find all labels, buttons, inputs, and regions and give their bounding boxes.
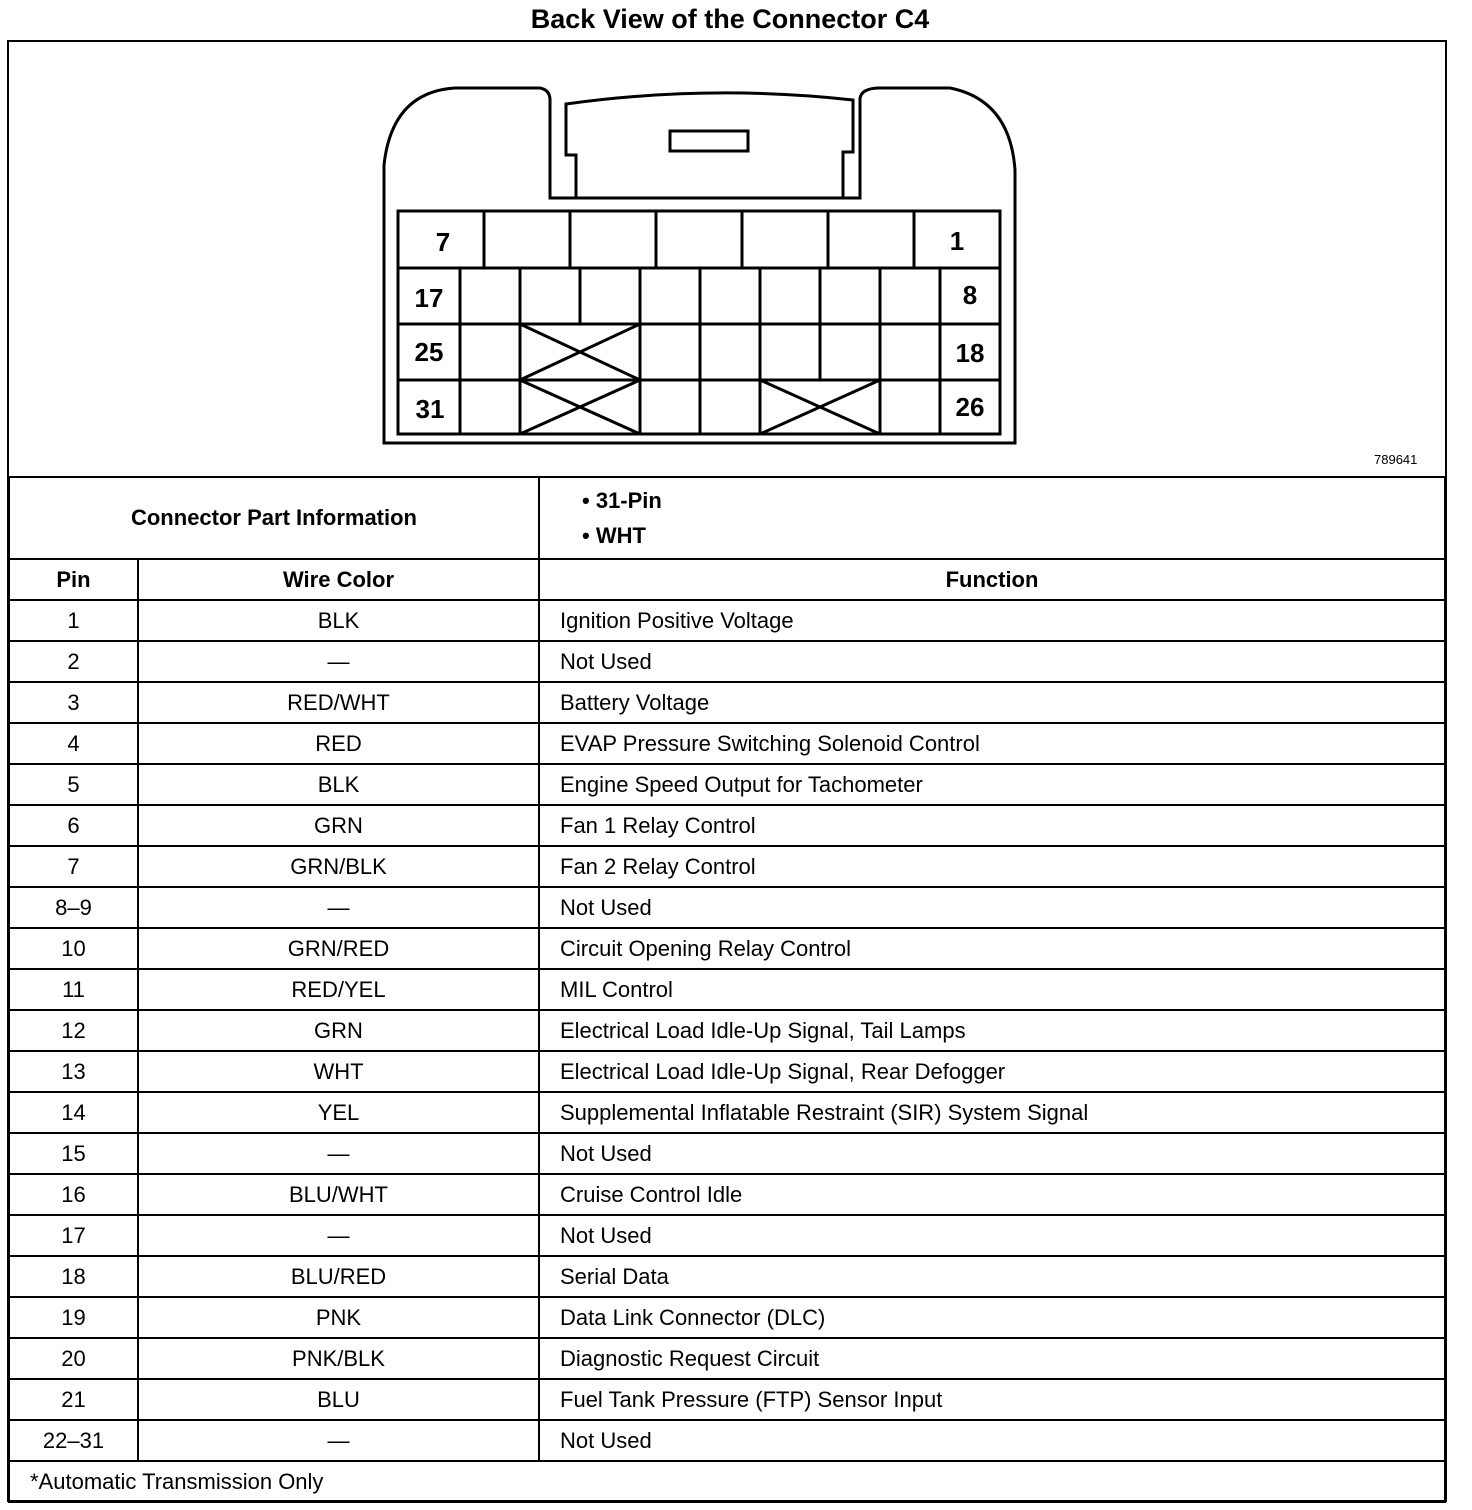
pin-cell: 10	[9, 928, 138, 969]
connector-table	[8, 476, 1446, 1503]
pin-cell: 22–31	[9, 1420, 138, 1461]
function-cell: Engine Speed Output for Tachometer	[539, 764, 1445, 805]
pin-cell: 8–9	[9, 887, 138, 928]
function-cell: Circuit Opening Relay Control	[539, 928, 1445, 969]
table-row	[9, 1010, 1445, 1051]
pin-cell: 7	[9, 846, 138, 887]
column-header-function: Function	[539, 559, 1445, 600]
table-row	[9, 1092, 1445, 1133]
part-info-label: Connector Part Information	[9, 477, 539, 559]
table-row	[9, 1420, 1445, 1461]
wire-color-cell: —	[138, 641, 539, 682]
wire-color-cell: YEL	[138, 1092, 539, 1133]
pin-label: 8	[962, 280, 978, 310]
wire-color-cell: BLU	[138, 1379, 539, 1420]
wire-color-cell: PNK/BLK	[138, 1338, 539, 1379]
table-row	[9, 1133, 1445, 1174]
wire-color-cell: —	[138, 1133, 539, 1174]
function-cell: Electrical Load Idle-Up Signal, Tail Lamps	[539, 1010, 1445, 1051]
pin-cell: 16	[9, 1174, 138, 1215]
wire-color-cell: —	[138, 1215, 539, 1256]
table-row	[9, 1051, 1445, 1092]
pin-cell: 13	[9, 1051, 138, 1092]
table-row	[9, 600, 1445, 641]
pin-cell: 4	[9, 723, 138, 764]
wire-color-cell: RED/WHT	[138, 682, 539, 723]
table-row	[9, 887, 1445, 928]
wire-color-cell: GRN/BLK	[138, 846, 539, 887]
function-cell: Diagnostic Request Circuit	[539, 1338, 1445, 1379]
connector-c4-diagram	[0, 0, 1472, 476]
function-cell: Serial Data	[539, 1256, 1445, 1297]
pin-cell: 5	[9, 764, 138, 805]
column-header-pin: Pin	[9, 559, 138, 600]
table-row	[9, 641, 1445, 682]
column-header-wire-color: Wire Color	[138, 559, 539, 600]
pin-cell: 3	[9, 682, 138, 723]
function-cell: EVAP Pressure Switching Solenoid Control	[539, 723, 1445, 764]
function-cell: Battery Voltage	[539, 682, 1445, 723]
wire-color-cell: GRN/RED	[138, 928, 539, 969]
wire-color-cell: BLK	[138, 764, 539, 805]
function-cell: Not Used	[539, 1215, 1445, 1256]
table-row	[9, 1256, 1445, 1297]
function-cell: Not Used	[539, 887, 1445, 928]
wire-color-cell: RED	[138, 723, 539, 764]
table-row	[9, 1338, 1445, 1379]
pin-cell: 14	[9, 1092, 138, 1133]
part-info-values	[539, 477, 1445, 559]
function-cell: Fan 1 Relay Control	[539, 805, 1445, 846]
latch-slot	[670, 131, 748, 151]
pin-cell: 20	[9, 1338, 138, 1379]
table-row	[9, 764, 1445, 805]
page-title: Back View of the Connector C4	[530, 4, 930, 34]
wire-color-cell: GRN	[138, 1010, 539, 1051]
pin-cell: 2	[9, 641, 138, 682]
table-row	[9, 1297, 1445, 1338]
pin-label: 18	[955, 338, 985, 368]
wire-color-cell: BLU/WHT	[138, 1174, 539, 1215]
pin-cell: 6	[9, 805, 138, 846]
wire-color-cell: BLU/RED	[138, 1256, 539, 1297]
wire-color-cell: —	[138, 1420, 539, 1461]
function-cell: MIL Control	[539, 969, 1445, 1010]
table-row	[9, 723, 1445, 764]
wire-color-cell: —	[138, 887, 539, 928]
pin-label: 31	[415, 394, 445, 424]
pin-cell: 18	[9, 1256, 138, 1297]
function-cell: Cruise Control Idle	[539, 1174, 1445, 1215]
footnote: *Automatic Transmission Only	[9, 1461, 1445, 1502]
table-row	[9, 969, 1445, 1010]
function-cell: Not Used	[539, 641, 1445, 682]
pin-cell: 11	[9, 969, 138, 1010]
pin-cell: 19	[9, 1297, 138, 1338]
figure-id: 789641	[1374, 452, 1418, 467]
pin-label: 7	[435, 227, 451, 257]
function-cell: Not Used	[539, 1420, 1445, 1461]
table-row	[9, 1379, 1445, 1420]
part-info-item: • 31-Pin	[582, 488, 662, 513]
function-cell: Data Link Connector (DLC)	[539, 1297, 1445, 1338]
wire-color-cell: WHT	[138, 1051, 539, 1092]
function-cell: Supplemental Inflatable Restraint (SIR) System Signal	[539, 1092, 1445, 1133]
pin-cell: 1	[9, 600, 138, 641]
table-row	[9, 1174, 1445, 1215]
function-cell: Fan 2 Relay Control	[539, 846, 1445, 887]
function-cell: Ignition Positive Voltage	[539, 600, 1445, 641]
pin-cell: 12	[9, 1010, 138, 1051]
function-cell: Electrical Load Idle-Up Signal, Rear Defogger	[539, 1051, 1445, 1092]
function-cell: Fuel Tank Pressure (FTP) Sensor Input	[539, 1379, 1445, 1420]
pin-cell: 21	[9, 1379, 138, 1420]
table-row	[9, 1215, 1445, 1256]
pin-label: 17	[414, 283, 444, 313]
pin-cell: 15	[9, 1133, 138, 1174]
table-row	[9, 682, 1445, 723]
table-row	[9, 928, 1445, 969]
wire-color-cell: GRN	[138, 805, 539, 846]
pin-cell: 17	[9, 1215, 138, 1256]
pin-label: 26	[955, 392, 985, 422]
part-info-item: • WHT	[582, 523, 646, 548]
pin-label: 25	[414, 337, 444, 367]
connector-latch	[566, 93, 853, 197]
table-row	[9, 805, 1445, 846]
table-row	[9, 846, 1445, 887]
function-cell: Not Used	[539, 1133, 1445, 1174]
wire-color-cell: RED/YEL	[138, 969, 539, 1010]
wire-color-cell: BLK	[138, 600, 539, 641]
pin-label: 1	[949, 226, 965, 256]
wire-color-cell: PNK	[138, 1297, 539, 1338]
